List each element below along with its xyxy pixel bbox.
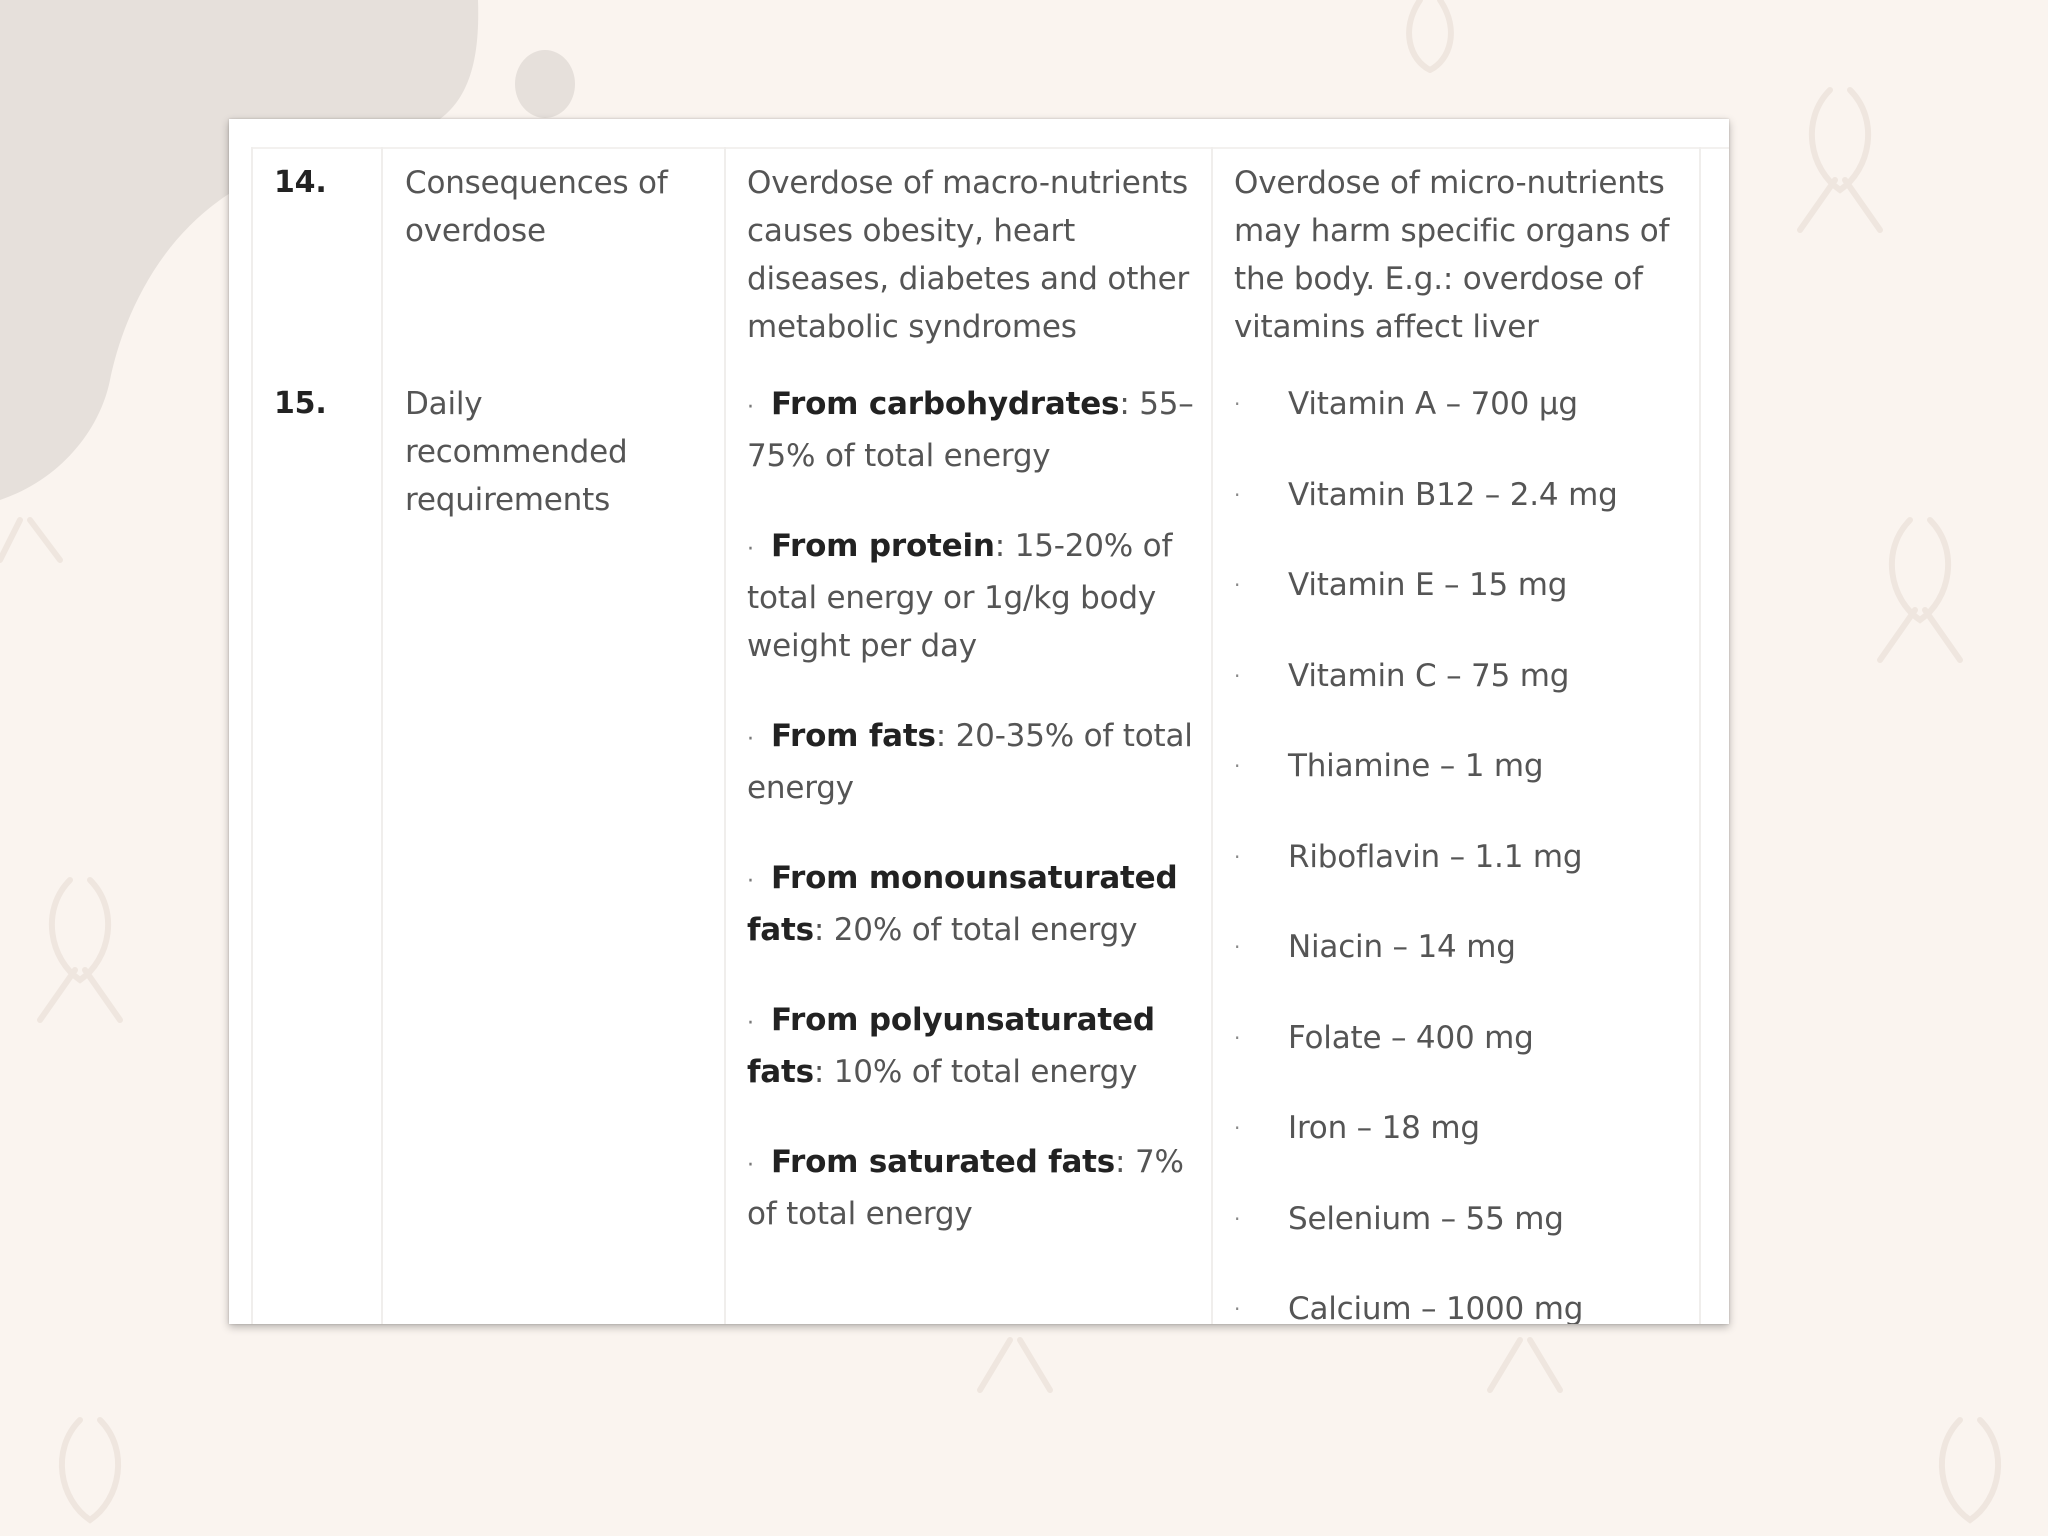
comparison-table	[251, 147, 1729, 1324]
list-item-label: From carbohydrates	[771, 386, 1120, 422]
column-divider	[724, 147, 726, 1324]
list-item: · Thiamine – 1 mg	[1234, 742, 1684, 790]
column-divider	[381, 147, 383, 1324]
list-item-value: : 20% of total energy	[813, 912, 1138, 948]
nutrient-comparison-card	[229, 119, 1729, 1324]
list-item-text: Riboflavin – 1.1 mg	[1288, 838, 1583, 875]
list-item-value: : 7% of total energy	[747, 1144, 1184, 1232]
list-item-value: : 20-35% of total energy	[747, 718, 1193, 806]
table-top-border	[251, 147, 1729, 149]
column-divider	[1699, 147, 1701, 1324]
row-number: 14.	[274, 165, 327, 200]
micro-nutrients-cell: Overdose of micro-nutrients may harm specific organs of the body. E.g.: overdose of vitamins affect liver	[1234, 165, 1670, 345]
list-item-label: From fats	[771, 718, 936, 754]
list-item-text: Vitamin E – 15 mg	[1288, 567, 1568, 603]
list-item-text: Calcium – 1000 mg	[1288, 1291, 1584, 1324]
row-parameter: Daily recommended requirements	[405, 386, 628, 518]
list-item-text: Thiamine – 1 mg	[1288, 748, 1544, 784]
list-item-text: Iron – 18 mg	[1288, 1110, 1480, 1146]
row-parameter: Consequences of overdose	[405, 165, 668, 249]
list-item: · From carbohydrates: 55–75% of total energy	[747, 386, 1194, 474]
list-item: · Selenium – 55 mg	[1234, 1195, 1684, 1243]
list-item-value: : 15-20% of total energy or 1g/kg body weight per day	[747, 528, 1173, 664]
list-item: · From monounsaturated fats: 20% of total energy	[747, 860, 1178, 948]
list-item-value: : 55–75% of total energy	[747, 386, 1194, 474]
list-item: · From saturated fats: 7% of total energy	[747, 1144, 1184, 1232]
column-divider	[251, 147, 253, 1324]
column-divider	[1211, 147, 1213, 1324]
list-item: · Niacin – 14 mg	[1234, 923, 1684, 971]
list-item: · Calcium – 1000 mg	[1234, 1285, 1684, 1324]
micro-requirements-list	[1234, 380, 1684, 1324]
list-item-text: Folate – 400 mg	[1288, 1019, 1534, 1056]
list-item: · Vitamin B12 – 2.4 mg	[1234, 471, 1684, 519]
list-item-text: Niacin – 14 mg	[1288, 929, 1516, 965]
row-number: 15.	[274, 386, 327, 421]
list-item: · From polyunsaturated fats: 10% of total energy	[747, 1002, 1155, 1090]
list-item: · Iron – 18 mg	[1234, 1104, 1684, 1152]
list-item-label: From saturated fats	[771, 1144, 1116, 1180]
list-item: · Riboflavin – 1.1 mg	[1234, 833, 1684, 881]
list-item-value: : 10% of total energy	[813, 1054, 1138, 1090]
list-item: · Vitamin C – 75 mg	[1234, 652, 1684, 700]
macro-nutrients-cell: Overdose of macro-nutrients causes obesity, heart diseases, diabetes and other metabolic syndromes	[747, 165, 1190, 345]
list-item-label: From protein	[771, 528, 995, 564]
list-item-text: Vitamin B12 – 2.4 mg	[1288, 476, 1618, 513]
list-item: · Vitamin E – 15 mg	[1234, 561, 1684, 609]
list-item-text: Vitamin C – 75 mg	[1288, 657, 1570, 694]
list-item: · Folate – 400 mg	[1234, 1014, 1684, 1062]
list-item: · From protein: 15-20% of total energy or 1g/kg body weight per day	[747, 528, 1173, 664]
background-dot	[515, 50, 575, 118]
list-item-text: Selenium – 55 mg	[1288, 1200, 1564, 1237]
list-item-text: Vitamin A – 700 µg	[1288, 386, 1578, 422]
macro-requirements-list	[747, 380, 1197, 1238]
list-item: · Vitamin A – 700 µg	[1234, 380, 1684, 428]
list-item-label: From polyunsaturated fats	[747, 1002, 1155, 1090]
list-item-label: From monounsaturated fats	[747, 860, 1178, 948]
list-item: · From fats: 20-35% of total energy	[747, 718, 1193, 806]
